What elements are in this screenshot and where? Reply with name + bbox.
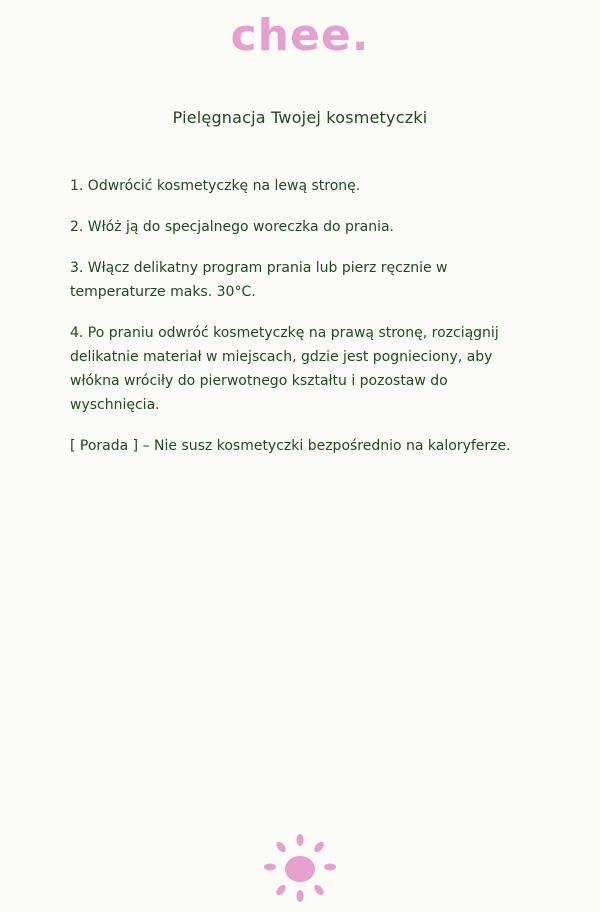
tip-text: [ Porada ] – Nie susz kosmetyczki bezpośrednio na kaloryferze.: [70, 438, 511, 454]
step-4: 4. Po praniu odwróć kosmetyczkę na prawą stronę, rozciągnij delikatnie materiał w miejscach, gdzie jest pognieciony, aby włókna wróciły do pierwotnego kształtu i pozostaw do wyschnięcia.: [70, 325, 499, 413]
page-title: Pielęgnacja Twojej kosmetyczki: [172, 108, 428, 127]
care-instructions: [70, 174, 530, 475]
brand-name: chee: [230, 10, 352, 61]
step-3: 3. Włącz delikatny program prania lub pierz ręcznie w temperaturze maks. 30°C.: [70, 260, 448, 300]
brand-logo: [0, 6, 600, 66]
step-1: 1. Odwrócić kosmetyczkę na lewą stronę.: [70, 178, 361, 194]
brand-dot: .: [351, 10, 370, 61]
step-2: 2. Włóż ją do specjalnego woreczka do prania.: [70, 219, 394, 235]
sun-icon: [260, 832, 340, 904]
